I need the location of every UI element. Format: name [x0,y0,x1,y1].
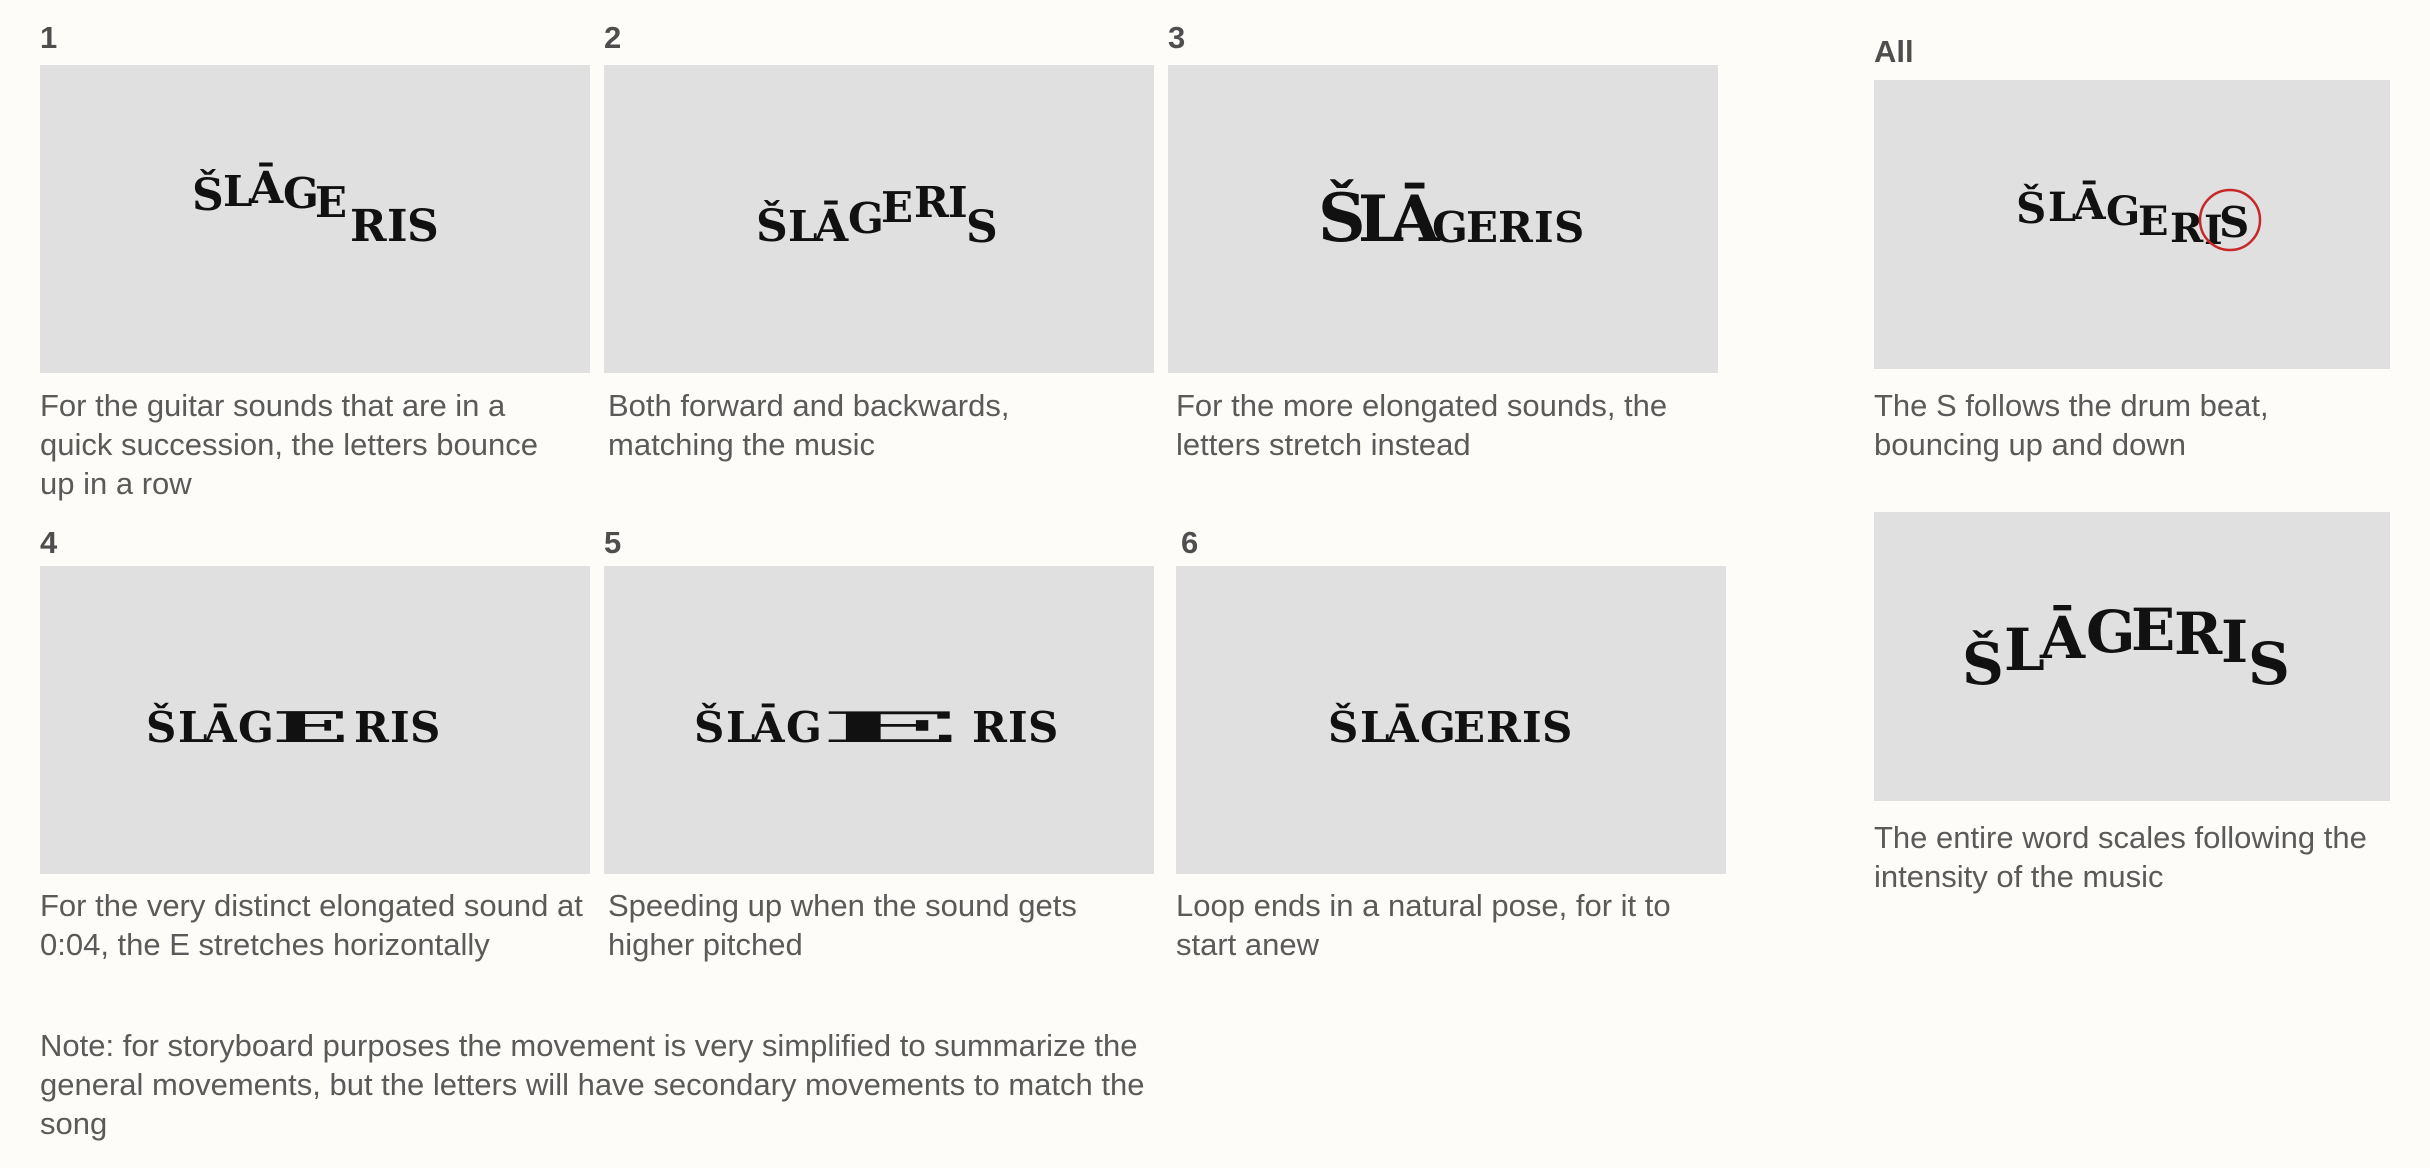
letter: I [1534,203,1554,252]
letter: L [788,202,818,251]
letter: E [1453,703,1486,752]
letter: S [1554,203,1585,252]
letter: G [238,703,274,752]
wordmark-frame-4 [40,566,590,874]
letter: S [2219,198,2250,247]
storyboard-frame-5 [604,566,1154,874]
letter: E [2131,596,2176,664]
letter: E [1466,203,1499,252]
letter: I [2221,608,2249,676]
all-frame-drum-beat [1874,80,2390,369]
letter: I [387,201,408,252]
letter: L [178,703,208,752]
letter: S [407,201,439,252]
letter: G [1432,203,1468,252]
letter: R [914,178,949,227]
letter: R [350,201,387,252]
letter: R [2170,205,2204,252]
wordmark-frame-1 [40,65,590,373]
letter: R [2174,600,2223,668]
letter: R [354,703,389,752]
letter: Ā [2040,604,2086,672]
wordmark-all-1 [1874,80,2390,369]
letter: R [972,703,1007,752]
caption-1: For the guitar sounds that are in a quick succession, the letters bounce up in a row [40,388,538,501]
letter: S [1028,703,1059,752]
letter: Ā [1390,182,1440,257]
panel-number-1: 1 [40,20,58,55]
wordmark-frame-3 [1168,65,1718,373]
letter: Ā [814,201,849,252]
storyboard-note: Note: for storyboard purposes the movement is very simplified to summarize the general movements, but the letters will have secondary movements to match the song [40,1028,1145,1141]
letter: I [390,703,410,752]
letter: S [966,202,998,253]
caption-4: For the very distinct elongated sound at 0:04, the E stretches horizontally [40,888,583,962]
letter: Š [1328,703,1359,752]
letter: Š [694,703,725,752]
letter: S [1542,703,1573,752]
storyboard-frame-2 [604,65,1154,373]
letter: Š [2016,184,2047,233]
letter: Š [1318,179,1366,257]
letter: I [1522,703,1542,752]
letter: Ā [249,163,284,214]
storyboard-frame-4 [40,566,590,874]
wordmark-frame-5 [604,566,1154,874]
letter: G [2086,598,2136,666]
letter: Ā [204,703,237,752]
stretched-letter-e: E [820,702,961,753]
letter: Š [146,703,177,752]
stretched-letter-e: E [272,703,349,753]
letter: Š [756,201,788,252]
letter: G [1420,703,1456,752]
letter: Š [192,170,224,221]
wordmark-all-2 [1874,512,2390,801]
wordmark-frame-2 [604,65,1154,373]
letter: G [2106,188,2141,235]
letter: L [2048,184,2077,231]
wordmark-frame-6 [1176,566,1726,874]
letter: L [1358,182,1403,257]
letter: G [283,169,319,218]
storyboard-frame-6 [1176,566,1726,874]
letter: L [2004,616,2045,684]
caption-3: For the more elongated sounds, the letters stretch instead [1176,388,1668,462]
all-caption-2: The entire word scales following the intensity of the music [1874,820,2367,894]
storyboard-frame-3 [1168,65,1718,373]
letter: Ā [2073,180,2106,229]
letter: L [726,703,756,752]
letter: G [848,194,884,243]
letter: E [2138,198,2169,245]
letter: Ā [752,703,785,752]
storyboard-frame-1 [40,65,590,373]
panel-number-3: 3 [1168,20,1186,55]
letter: L [1360,703,1390,752]
letter: G [786,703,822,752]
all-heading: All [1874,34,1914,69]
panel-number-2: 2 [604,20,622,55]
all-frame-scale [1874,512,2390,801]
letter: I [2204,207,2223,254]
caption-6: Loop ends in a natural pose, for it to start anew [1176,888,1671,962]
panel-number-5: 5 [604,525,622,560]
letter: I [1008,703,1028,752]
letter: S [2248,630,2290,698]
letter: L [223,167,253,216]
letter: Š [1962,630,2004,698]
letter: R [1498,203,1533,252]
caption-5: Speeding up when the sound gets higher pitched [608,888,1077,962]
panel-number-6: 6 [1181,525,1199,560]
caption-2: Both forward and backwards, matching the music [608,388,1010,462]
letter: E [315,178,348,227]
letter: S [410,703,441,752]
panel-number-4: 4 [40,525,58,560]
letter: R [1486,703,1521,752]
letter: E [881,183,914,232]
all-caption-1: The S follows the drum beat, bouncing up and down [1874,388,2269,462]
letter: I [948,178,968,227]
letter: Ā [1386,703,1419,752]
